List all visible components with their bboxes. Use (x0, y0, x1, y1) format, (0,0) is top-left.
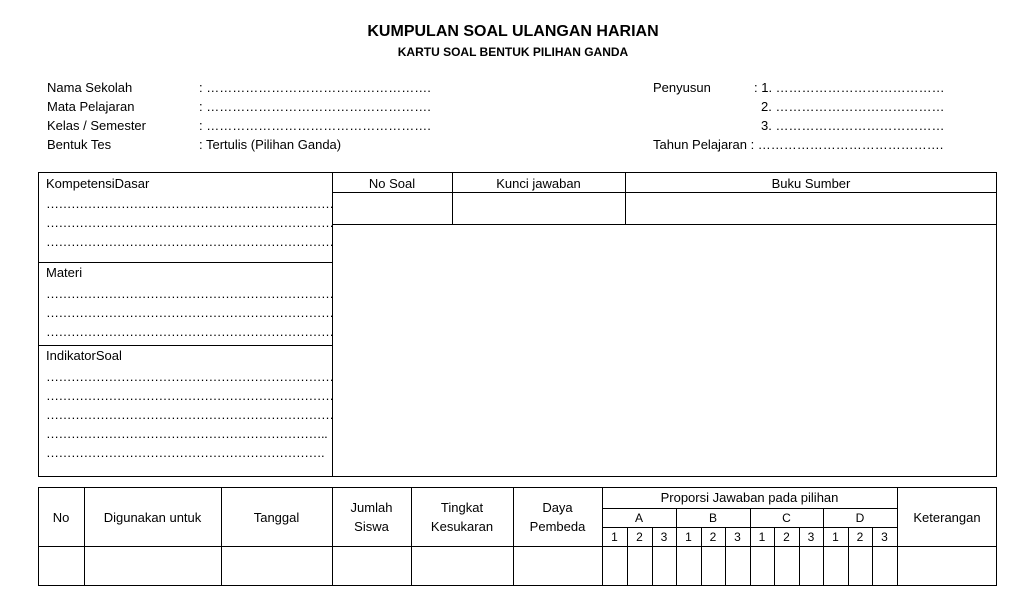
fill-line: …………………………………………………………. (46, 445, 325, 460)
fill-line: ………………………………………………………….. (46, 426, 328, 441)
keterangan-header: Keterangan (913, 510, 981, 525)
materi-label: Materi (46, 265, 83, 280)
no-header: No (52, 510, 70, 525)
info-label: Nama Sekolah (47, 80, 133, 95)
sub-col-header: 2 (709, 530, 717, 544)
header-line: Pembeda (529, 519, 586, 534)
penyusun-label: Penyusun (653, 80, 711, 95)
fill-line: …………………………………………………………… (46, 215, 334, 230)
sub-col-header: 2 (856, 530, 864, 544)
tahun-pelajaran: Tahun Pelajaran : ……………………………………. (653, 137, 944, 152)
tingkat-kesukaran-header (411, 498, 513, 536)
header-line: Jumlah (350, 500, 393, 515)
header-line: Kesukaran (430, 519, 494, 534)
daya-pembeda-header (513, 498, 602, 536)
tanggal-header: Tanggal (253, 510, 300, 525)
penyusun-line-1: : 1. ………………………………… (754, 80, 945, 95)
fill-line: …………………………………………………………… (46, 286, 334, 301)
fill-line: …………………………………………………………… (46, 388, 334, 403)
info-value: : Tertulis (Pilihan Ganda) (199, 137, 342, 152)
fill-line: …………………………………………………………… (46, 324, 334, 339)
header-line: Siswa (354, 519, 389, 534)
option-c-header: C (782, 511, 791, 525)
fill-line: …………………………………………………………… (46, 234, 334, 249)
option-d-header: D (855, 511, 865, 525)
proporsi-header: Proporsi Jawaban pada pilihan (660, 490, 839, 505)
sub-col-header: 3 (881, 530, 888, 544)
materi-lines (46, 284, 334, 341)
fill-line: …………………………………………………………… (46, 196, 334, 211)
table-divider (897, 487, 898, 586)
sub-col-header: 3 (734, 530, 741, 544)
header-line: Daya (542, 500, 573, 515)
digunakan-header: Digunakan untuk (103, 510, 202, 525)
penyusun-line-3: 3. ………………………………… (761, 118, 945, 133)
no-soal-header: No Soal (368, 176, 416, 191)
info-value: : ……………………………………………. (199, 118, 431, 133)
header-line: Tingkat (440, 500, 484, 515)
info-label: Bentuk Tes (47, 137, 112, 152)
sub-col-header: 2 (636, 530, 643, 544)
info-value: : ……………………………………………. (199, 80, 431, 95)
indikator-lines (46, 367, 334, 462)
option-a-header: A (634, 511, 643, 525)
sub-col-header: 2 (783, 530, 790, 544)
sub-col-header: 3 (660, 530, 668, 544)
card-divider (332, 224, 997, 225)
info-value: : ……………………………………………. (199, 99, 431, 114)
kunci-jawaban-header: Kunci jawaban (496, 176, 581, 191)
sub-col-header: 1 (611, 530, 618, 544)
penyusun-line-2: 2. ………………………………… (761, 99, 945, 114)
page-subtitle: KARTU SOAL BENTUK PILIHAN GANDA (397, 45, 629, 59)
info-label: Mata Pelajaran (47, 99, 135, 114)
sub-col-header: 1 (685, 530, 692, 544)
fill-line: …………………………………………………………… (46, 407, 334, 422)
sub-col-header: 3 (807, 530, 815, 544)
card-divider (332, 192, 997, 193)
table-divider (221, 487, 222, 586)
kompetensi-label: KompetensiDasar (46, 176, 150, 191)
sub-col-header: 1 (758, 530, 766, 544)
table-divider (84, 487, 85, 586)
fill-line: …………………………………………………………… (46, 369, 334, 384)
card-divider (38, 345, 333, 346)
sub-col-header: 1 (832, 530, 839, 544)
info-label: Kelas / Semester (47, 118, 146, 133)
buku-sumber-header: Buku Sumber (771, 176, 851, 191)
fill-line: …………………………………………………………… (46, 305, 334, 320)
jumlah-siswa-header (332, 498, 411, 536)
indikator-label: IndikatorSoal (46, 348, 122, 363)
option-b-header: B (708, 511, 717, 525)
card-divider (38, 262, 333, 263)
kompetensi-lines (46, 194, 334, 251)
page-title: KUMPULAN SOAL ULANGAN HARIAN (367, 23, 659, 40)
table-divider (38, 546, 997, 547)
